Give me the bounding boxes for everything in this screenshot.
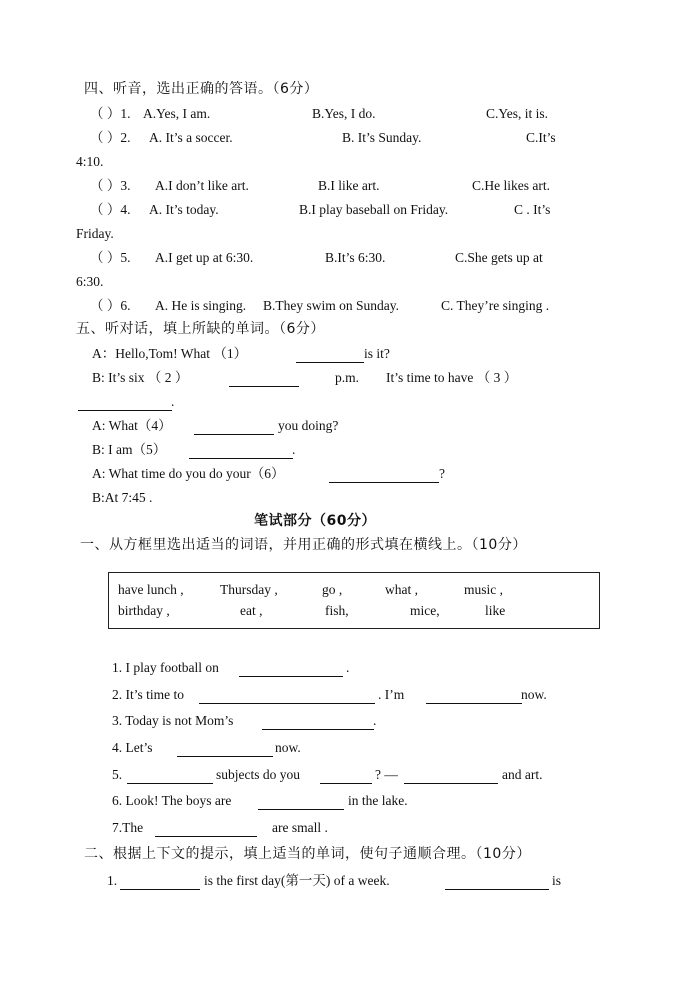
- option-a: A. It’s a soccer.: [149, 130, 233, 145]
- line-sec5-title: [0, 318, 696, 340]
- sentence-row: [0, 817, 696, 839]
- sentence-row: [0, 790, 696, 812]
- answer-blank-2[interactable]: [229, 370, 299, 387]
- answer-blank-6[interactable]: [329, 466, 439, 483]
- word-bank-item: mice,: [410, 603, 440, 618]
- sentence-text: is: [552, 873, 562, 888]
- dialogue-line: [0, 391, 696, 413]
- sentence-text: subjects do you: [216, 767, 300, 782]
- sentence-text: 3. Today is not Mom’s: [112, 713, 234, 728]
- question-row: [0, 199, 696, 221]
- word-bank-item: like: [485, 603, 506, 618]
- word-bank-item: have lunch ,: [118, 582, 184, 597]
- line-sec2-title: [0, 843, 696, 865]
- sentence-text: 6. Look! The boys are: [112, 793, 232, 808]
- dialogue-text: B: It’s six （ 2 ）: [92, 370, 189, 385]
- answer-blank[interactable]: [127, 767, 213, 784]
- dialogue-text: It’s time to have （ 3 ）: [386, 370, 518, 385]
- answer-blank[interactable]: [426, 687, 522, 704]
- answer-bracket: （ ）1.: [90, 106, 131, 121]
- question-row: [0, 103, 696, 125]
- answer-blank-5[interactable]: [189, 442, 293, 459]
- option-b: B.It’s 6:30.: [325, 250, 386, 265]
- option-c-continued: 6:30.: [76, 274, 104, 289]
- answer-blank[interactable]: [120, 873, 200, 890]
- line-sec4-title: [0, 78, 696, 100]
- dialogue-text: .: [292, 442, 296, 457]
- sentence-text: now.: [521, 687, 547, 702]
- option-a: A.Yes, I am.: [143, 106, 211, 121]
- answer-blank[interactable]: [404, 767, 498, 784]
- word-bank-item: birthday ,: [118, 603, 170, 618]
- option-a: A.I get up at 6:30.: [155, 250, 254, 265]
- dialogue-line: [0, 343, 696, 365]
- section-4-title: 四、听音，选出正确的答语。（6分）: [84, 81, 319, 97]
- word-bank-item: go ,: [322, 582, 343, 597]
- sentence-text: .: [346, 660, 350, 675]
- sentence-text: .: [373, 713, 377, 728]
- answer-blank[interactable]: [177, 740, 273, 757]
- sentence-text: 4. Let’s: [112, 740, 153, 755]
- dialogue-text: ?: [439, 466, 445, 481]
- dialogue-text: you doing?: [278, 418, 339, 433]
- sentence-row: [0, 764, 696, 786]
- sentence-row: [0, 684, 696, 706]
- dialogue-text: A: What time do you do your（6）: [92, 466, 285, 481]
- sentence-text: and art.: [502, 767, 543, 782]
- dialogue-line: [0, 463, 696, 485]
- answer-blank[interactable]: [239, 660, 343, 677]
- answer-blank[interactable]: [258, 793, 344, 810]
- answer-bracket: （ ）3.: [90, 178, 131, 193]
- word-bank-item: fish,: [325, 603, 349, 618]
- option-c-continued: 4:10.: [76, 154, 104, 169]
- answer-blank[interactable]: [155, 820, 257, 837]
- question-row: [0, 295, 696, 317]
- word-bank-item: music ,: [464, 582, 503, 597]
- question-row: [0, 175, 696, 197]
- sentence-text: in the lake.: [348, 793, 408, 808]
- question-row: [0, 247, 696, 269]
- word-bank-item: eat ,: [240, 603, 263, 618]
- dialogue-text: B: I am（5）: [92, 442, 167, 457]
- sentence-text: is the first day(第一天) of a week.: [204, 873, 390, 888]
- dialogue-line: [0, 487, 696, 509]
- dialogue-text: B:At 7:45 .: [92, 490, 153, 505]
- sentence-text: 7.The: [112, 820, 144, 835]
- answer-blank[interactable]: [262, 713, 374, 730]
- dialogue-text: A：Hello,Tom! What （1）: [92, 346, 248, 361]
- option-c: C.She gets up at: [455, 250, 543, 265]
- sentence-text: . I’m: [378, 687, 405, 702]
- option-c: C.He likes art.: [472, 178, 550, 193]
- question-row: [0, 127, 696, 149]
- sentence-text: ? —: [375, 767, 398, 782]
- sentence-text: now.: [275, 740, 301, 755]
- dialogue-text: A: What（4）: [92, 418, 172, 433]
- sentence-text: are small .: [272, 820, 328, 835]
- option-a: A. It’s today.: [149, 202, 219, 217]
- answer-blank-3[interactable]: [78, 394, 172, 411]
- word-bank-box: [108, 572, 600, 629]
- sentence-row: [0, 870, 696, 892]
- option-c: C.Yes, it is.: [486, 106, 549, 121]
- word-bank-item: Thursday ,: [220, 582, 278, 597]
- option-b: B.I like art.: [318, 178, 380, 193]
- section-5-title: 五、听对话，填上所缺的单词。（6分）: [76, 321, 325, 337]
- written-section-1-title: 一、从方框里选出适当的词语，并用正确的形式填在横线上。（10分）: [80, 537, 527, 553]
- question-continuation: [0, 223, 696, 245]
- answer-blank[interactable]: [445, 873, 549, 890]
- option-b: B.I play baseball on Friday.: [299, 202, 449, 217]
- sentence-row: [0, 710, 696, 732]
- answer-blank[interactable]: [320, 767, 372, 784]
- answer-bracket: （ ）5.: [90, 250, 131, 265]
- option-c-continued: Friday.: [76, 226, 114, 241]
- option-a: A. He is singing.: [155, 298, 247, 313]
- word-bank-item: what ,: [385, 582, 418, 597]
- dialogue-line: [0, 367, 696, 389]
- line-sec1-title: [0, 534, 696, 556]
- option-b: B.They swim on Sunday.: [263, 298, 399, 313]
- dialogue-text: .: [171, 394, 175, 409]
- answer-blank[interactable]: [199, 687, 375, 704]
- option-c: C.It’s: [526, 130, 556, 145]
- sentence-row: [0, 737, 696, 759]
- option-b: B.Yes, I do.: [312, 106, 376, 121]
- written-part-title: 笔试部分（60分）: [254, 513, 376, 529]
- option-a: A.I don’t like art.: [155, 178, 249, 193]
- sentence-text: 5.: [112, 767, 123, 782]
- line-written-title: [0, 510, 696, 532]
- option-c: C . It’s: [514, 202, 551, 217]
- answer-bracket: （ ）4.: [90, 202, 131, 217]
- dialogue-line: [0, 439, 696, 461]
- answer-blank-4[interactable]: [194, 418, 274, 435]
- question-continuation: [0, 271, 696, 293]
- sentence-text: 1.: [107, 873, 118, 888]
- answer-bracket: （ ）6.: [90, 298, 131, 313]
- sentence-text: 2. It’s time to: [112, 687, 184, 702]
- dialogue-line: [0, 415, 696, 437]
- written-section-2-title: 二、根据上下文的提示，填上适当的单词，使句子通顺合理。（10分）: [84, 846, 531, 862]
- answer-bracket: （ ）2.: [90, 130, 131, 145]
- answer-blank-1[interactable]: [296, 346, 364, 363]
- question-continuation: [0, 151, 696, 173]
- option-b: B. It’s Sunday.: [342, 130, 422, 145]
- dialogue-text: is it?: [364, 346, 390, 361]
- dialogue-text: p.m.: [335, 370, 360, 385]
- sentence-text: 1. I play football on: [112, 660, 219, 675]
- sentence-row: [0, 657, 696, 679]
- option-c: C. They’re singing .: [441, 298, 550, 313]
